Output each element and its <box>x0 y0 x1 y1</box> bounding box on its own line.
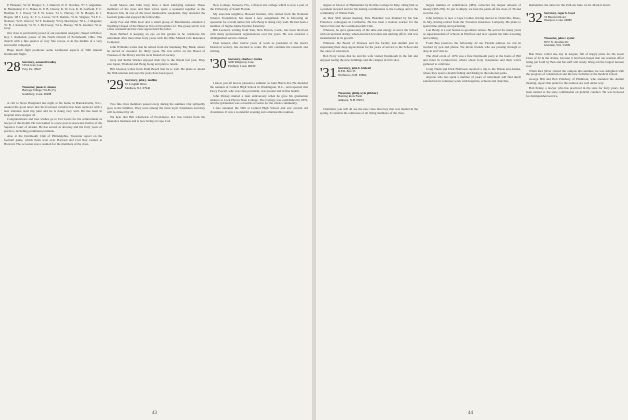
left-column-1 <box>4 4 102 406</box>
class-heading <box>4 85 102 99</box>
note-paragraph: George Hill and Bob Pilisbury of Hamilton, who attended the alumni meeting, report that plans for the reunion are well under way. <box>526 77 624 86</box>
officer-name: Treasurer, james b. simons <box>22 84 57 89</box>
officer-address <box>22 61 100 72</box>
left-page-number: 43 <box>152 411 157 416</box>
class-heading <box>4 60 102 82</box>
note-paragraph: John Dickey mailed a dual anniversary when he gave his graduation address at Lock Haven State College. The College was established in 1870, and the graduation was a notable occasion for the whole community. <box>210 93 308 106</box>
note-paragraph: Bob Ferry writes that he and his wife visited Dartmouth in the fall and enjoyed seeing the new buildings and the campus in full color. <box>320 53 418 62</box>
note-paragraph: Chairman, you will all see the new class directory that was mailed in the spring. It contains the addresses of all living members of the class. <box>320 106 418 115</box>
note-paragraph: Whereas, he gave generously of his time and energy to serve the School with exceptional ability, whole-hearted devotion and untiring effort, and was instrumental in its growth. <box>320 28 418 41</box>
class-heading <box>526 11 624 33</box>
note-paragraph: New College, Sarasota, Fla., a liberal arts college which is now a part of the University of South Florida. <box>210 4 308 11</box>
officer-name: Treasurer, philip wyle pillsbury <box>338 90 379 95</box>
officer-address <box>22 86 100 97</box>
note-paragraph: Congratulations and best wishes go to Ted Lewis for his achievement as lawyer of the month. He was named to a new post as Associate Justice of the Superior Court of Alaska. He has served as attorney and his forty years of practice, including prominent positions. <box>4 117 102 134</box>
class-heading <box>320 66 418 88</box>
officer-name: Secretary, osmond bradley <box>22 59 57 64</box>
right-column-2 <box>423 4 521 406</box>
note-paragraph: The chief event of 1976 was a fine Dartmouth party at the home of Bill and Janet in Connecticut, where about forty classmates and their wives gathered to celebrate. <box>423 53 521 66</box>
note-paragraph: Bill Leonard, writing from Yale, New Haven, Conn., has been involved with many professional organizations over the years. He was awarded a distinguished service citation. <box>210 28 308 41</box>
note-paragraph: Craig Thom and Dick Holbrook reported a trip to the Yukon and Alaska, where they spent a month fishing and hiking in the national parks. <box>423 66 521 75</box>
right-column-3 <box>526 4 624 406</box>
address-line: Troy, Pa. 18947 <box>22 66 42 71</box>
note-paragraph: largest number of contributors (389), collected the largest amount of money ($65,239). To put it simply, we beat the pants off the class of '30 and won the cup. <box>423 4 521 15</box>
address-line: Southbury, Conn. 06488 <box>22 91 52 96</box>
note-paragraph: We hear that Bill Chadwick of Providence, R.I. has retired from the insurance business and is now living at Cape Cod. <box>107 115 205 124</box>
note-paragraph: Two fine class members passed away during the summer. Our sympathy goes to the families. They were among the most loyal classmates and they will be missed by all. <box>107 102 205 115</box>
class-year: '29 <box>107 78 124 94</box>
note-paragraph: Also at the Dartmouth Club of Philadelphia, Treasurer report on the football game, which Penn won over Harvard and Carl Ray Gaines at Harvard. The occasion was a reunion for the members of the class. <box>4 134 102 146</box>
class-heading <box>107 78 205 100</box>
officer-address <box>544 37 622 48</box>
address-line: 4200 Ridgeway Lane <box>228 60 254 65</box>
address-line: 33 Hereford Road <box>544 14 566 19</box>
note-paragraph: degree of Doctor of Humanities by Rollins College in May, citing him as a prudent steward and for his lasting contributions to the College and to the community of Winter Park. <box>320 4 418 15</box>
note-paragraph: Bob Penny, a lawyer who has practiced in the state for forty years, has been named to the state commission on judicial conduct. He was honored for distinguished service. <box>526 86 624 98</box>
address-line: Westport, Conn. 06880 <box>544 18 572 23</box>
note-paragraph: Andy Fox and Hills Kerr and a small group of Blackhawks attended a Wedding Chapel of the Hanover Inn on November 22. The group said it was a fine weekend and the class appreciated the letter. <box>107 19 205 32</box>
officer-address <box>544 12 622 23</box>
note-paragraph: Lou Brady is a real honest-to-goodness retiree. He served for many years as superintendent of schools in Hartford and now spends his time traveling and writing. <box>423 28 521 41</box>
address-line: 8557 N. Airsdale Dr. <box>544 39 569 44</box>
officer-address <box>125 79 203 90</box>
right-page-number: 44 <box>468 411 473 416</box>
note-paragraph: Huge lunch fight promotes some traditional aspects of 50th Annual Dartmouth Night. <box>4 47 102 56</box>
address-line: Madison, N.J. 07940 <box>125 85 151 90</box>
note-paragraph: Ben Drew called one day in August, full of happy plans for the Great Class of 32 in the sixties, because it had been hoped that our reunion effort being put forth by Ben and his staff will surely bring out the largest turnout ever. <box>526 51 624 68</box>
class-year: '28 <box>4 59 21 75</box>
right-column-1 <box>320 4 418 406</box>
left-page <box>0 0 312 420</box>
note-paragraph: My associate neighbor, Howard Kramer, who retired from the National Science Foundation, has taken a new assignment. He is following an operation for a brain tumor; his wife Betty is doing very well. He had been a member of Sigma Alpha Epsilon fraternity. <box>210 11 308 28</box>
address-line: Fairfield, Conn. 06430 <box>228 64 256 69</box>
note-paragraph: Our class is particularly proud of our perennial energetic chapel with Rev. Roy J. Ramsdell, pastor of the North Church of Portsmouth, Ohio. The church with a fine quartet of very fine voices, is in the middle of a very successful campaign. <box>4 31 102 48</box>
right-page <box>316 0 628 420</box>
class-heading <box>526 36 624 50</box>
address-line: Amherst, N.H. 03031 <box>338 97 364 102</box>
note-paragraph: I know you all had as pleasant a summer as John Harris did. He attended the reunion of Central High School in Washington, D.C., and reported that Percy Powell, who was class president, was present and in fine health. <box>210 80 308 93</box>
note-paragraph: Remember, the dates for the 45th are June 14-16. Mark it down. <box>529 4 611 7</box>
note-paragraph: Anyone who has spent a number of years of retirement will find much satisfaction in volunteer work with hospitals, schools and churches. <box>423 75 521 84</box>
left-column-3 <box>210 4 308 406</box>
officer-name: Secretary, john b. bidwell <box>338 65 371 70</box>
class-heading <box>210 57 308 79</box>
class-heading <box>320 91 418 105</box>
address-line: 5 Erin Gate Lane <box>22 63 43 68</box>
officer-address <box>228 58 306 69</box>
note-paragraph: John Williams writes that he retired from the Sandusky Bay Bank, where he served as treasurer for thirty years. He was active on the Board of Trustees of the library and the local historical society. <box>107 45 205 57</box>
officer-name: Treasurer, john r. eyster <box>544 35 575 40</box>
note-paragraph: Bill Gleason writes from Palm Beach that he is well. He plans to attend the 50th reunion and says the years have been good. <box>107 66 205 75</box>
officer-name: Secretary, john j. mullins <box>125 78 158 83</box>
note-paragraph: P. Hanauer, '54 W. Burger; L. J. Duncan, N. P. Voorhee, '57 J. Anguiano, R. Baumanne; F. C. Baker, K. P. B. Chorus; R. W. Cox, R. D. Garfield, F. C. Haddon, F. J. Wood, '54 F. W. Gates, '51 C. Harvey, '31 N. Hough, R. J. Hogan, '48 I. Levy, Jr.; F. L. Lucas, '52 P. Dennis, '51 R. Wagner; '54 F. L. Nexleer; '52 E. Ostrow; '52 T. Kennedy, '52 Q. Macintyre; '50 L. J. Maguire; '51 B. J. Kennedy, '51 W. J. McCreery, '54 A. Horsey, '50 N. Kramer, '52 A. Gray. <box>4 4 102 31</box>
note-paragraph: Dean Ballard is keeping an eye on his garden as he celebrates his retirement after more than forty years with the Ohio Mutual Life Insurance Company. <box>107 32 205 45</box>
address-line: R.F.D. Box 35 <box>338 69 356 74</box>
note-paragraph: At their 50th annual meeting, Pete Hunziker was thanked by his San Francisco colleagues in California. He has been a tireless worker for the Sierra Club and the Commonwealth Club. <box>320 15 418 28</box>
officer-address <box>338 92 416 103</box>
note-paragraph: Jerry and Rollie Warner enjoyed their trip to the Orient last year. They saw Japan, Thailand and Hong Kong and plan to return. <box>107 57 205 66</box>
note-paragraph: Garth Moore and John Gray have a most satisfying reunion. These members of the class and their wives spent a weekend together at the Hanover Inn. In one of the most memorable weekends, they attended the football game and enjoyed the fellowship. <box>107 4 205 19</box>
officer-name: Secretary, charles c. burke <box>228 56 263 61</box>
address-line: 91 Longhill Drive <box>125 82 147 86</box>
class-year: '32 <box>526 10 543 26</box>
officer-name: Secretary, roger h. boyd <box>544 10 575 15</box>
address-line: Heritage Village 734-B (15) <box>22 88 56 93</box>
class-year: '30 <box>210 56 227 72</box>
note-paragraph: From Ben Guerrero the following: At our Florida address we can be reached by pen and phone. We invite friends who are passing through to drop in and visit us. <box>423 41 521 53</box>
note-paragraph: When Red Silver visited the campus this summer, he was delighted with the progress of construction and the new facilities at the medical school. <box>526 68 624 77</box>
note-paragraph: A call to Newt Haugland last night at his home in Barnardsville, N.C., assured the good news that his fractured vertebra has been replaced with a new stainless steel hip joint and he is doing very well. He has been in hospital since August 22. <box>4 100 102 117</box>
address-line: Hunting Rock Farm <box>338 94 362 99</box>
address-line: Glendale, Wis. 53209 <box>544 43 570 48</box>
address-line: Wolfeboro, N.H. 03894 <box>338 72 367 77</box>
note-paragraph: John Gilmore is now a Cape Codder, having moved to Osterville, Mass., in July, having retired from the Travelers Insurance Company. He plans to spend time sailing and gardening. <box>423 15 521 28</box>
note-paragraph: I also attended the 50th at Central High School and saw several old classmates. It was a wonderful evening and a memorable reunion. <box>210 106 308 115</box>
class-year: '31 <box>320 65 337 81</box>
note-paragraph: Elon Arnold, after twelve years of work as president of the town's historical society, has decided to retire. He will continue his research and writing. <box>210 41 308 53</box>
note-paragraph: Whereas, the Board of Trustees and the faculty and alumni join in expressing their deep appreciation for his years of service to the School and the cause of education. <box>320 41 418 53</box>
officer-address <box>338 67 416 78</box>
left-column-2 <box>107 4 205 406</box>
